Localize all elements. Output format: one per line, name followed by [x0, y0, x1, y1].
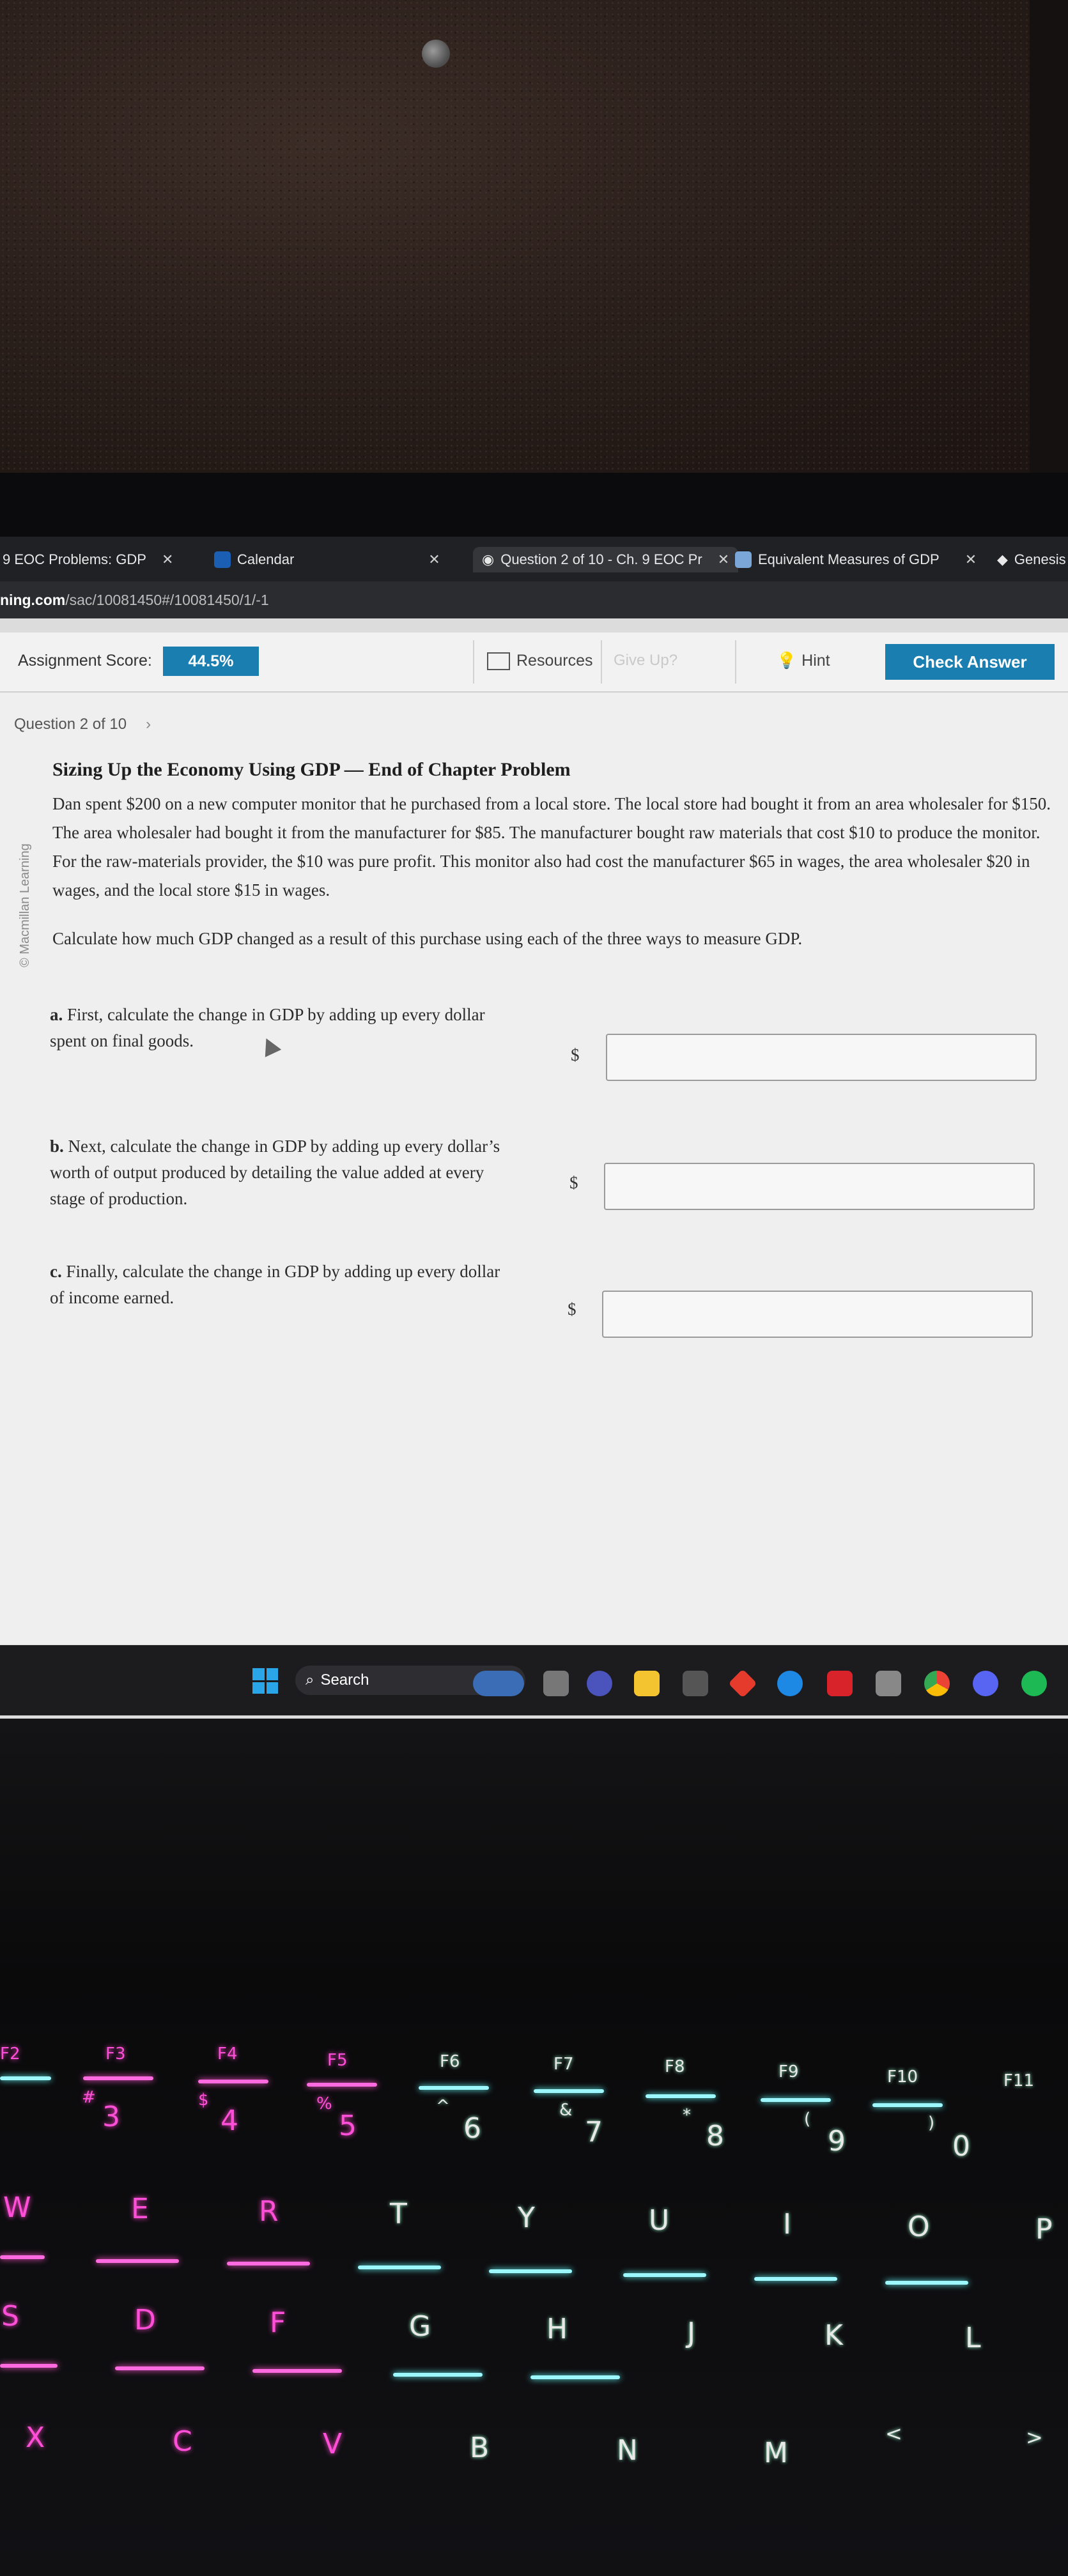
key-j: J: [687, 2317, 695, 2349]
task-view-icon[interactable]: [543, 1671, 569, 1696]
snipping-tool-icon[interactable]: [876, 1671, 901, 1696]
key-m: M: [764, 2437, 788, 2469]
key-u: U: [649, 2204, 670, 2237]
resources-label: Resources: [516, 652, 593, 670]
key-backlight: [252, 2369, 342, 2373]
divider: [473, 640, 474, 684]
key-symbol: $: [198, 2090, 209, 2110]
key-6: 6: [463, 2112, 481, 2145]
key-w: W: [3, 2191, 31, 2224]
key-symbol: ): [928, 2113, 935, 2133]
tab-label: Equivalent Measures of GDP: [758, 551, 940, 567]
chevron-right-icon[interactable]: ›: [146, 716, 151, 733]
key-f4: F4: [217, 2044, 238, 2064]
key-backlight: [0, 2255, 45, 2259]
tab-label: Genesis: [1014, 551, 1066, 567]
key-f: F: [270, 2306, 286, 2339]
thumbtack: [422, 40, 450, 68]
key-8: 8: [706, 2120, 724, 2152]
key-backlight: [83, 2076, 153, 2080]
key-backlight: [115, 2366, 205, 2370]
tab-label: Question 2 of 10 - Ch. 9 EOC Pr: [500, 551, 702, 567]
answer-input-a[interactable]: [606, 1034, 1037, 1081]
key-0: 0: [952, 2130, 970, 2163]
key-g: G: [409, 2310, 431, 2343]
key-y: Y: [518, 2202, 535, 2234]
tab-calendar[interactable]: [214, 547, 440, 572]
lightbulb-icon: 💡: [777, 652, 797, 670]
key-3: 3: [102, 2101, 120, 2133]
spotify-icon[interactable]: [1021, 1671, 1047, 1696]
assignment-score-label: Assignment Score:: [18, 652, 152, 670]
close-tab-icon[interactable]: ✕: [717, 551, 730, 567]
resources-button[interactable]: [487, 652, 593, 670]
key-x: X: [26, 2421, 45, 2454]
key-s: S: [1, 2300, 19, 2333]
key-5: 5: [339, 2110, 357, 2142]
key-symbol: (: [804, 2110, 811, 2129]
key-backlight: [761, 2098, 831, 2102]
part-letter: a.: [50, 1005, 63, 1024]
key-k: K: [824, 2319, 843, 2352]
key-f9: F9: [778, 2062, 799, 2082]
question-nav[interactable]: [14, 716, 151, 733]
chrome-icon[interactable]: [924, 1671, 950, 1696]
key-d: D: [134, 2304, 156, 2336]
key-backlight: [96, 2259, 179, 2263]
key-backlight: [872, 2103, 943, 2107]
app-red-diamond-icon[interactable]: [728, 1669, 757, 1698]
calendar-icon: [214, 551, 231, 568]
key-backlight: [623, 2273, 706, 2277]
key-backlight: [358, 2266, 441, 2269]
globe-icon: ◉: [482, 551, 495, 567]
tab-equivalent-measures[interactable]: [735, 547, 977, 572]
key-greater-than: >: [1026, 2425, 1043, 2450]
file-explorer-icon[interactable]: [634, 1671, 660, 1696]
windows-start-icon[interactable]: [252, 1668, 278, 1694]
give-up-button[interactable]: Give Up?: [614, 652, 678, 669]
part-text: Next, calculate the change in GDP by adding up every dollar’s worth of output produced by detailing the value added at every stage of production.: [50, 1137, 500, 1208]
key-backlight: [0, 2364, 58, 2368]
laptop-screen: [0, 537, 1068, 1719]
key-backlight: [534, 2089, 604, 2093]
divider: [601, 640, 602, 684]
question-number: Question 2 of 10: [14, 716, 127, 733]
key-symbol: &: [559, 2101, 573, 2120]
key-h: H: [546, 2313, 568, 2345]
question-title: Sizing Up the Economy Using GDP — End of Chapter Problem: [52, 759, 571, 780]
key-f8: F8: [665, 2057, 685, 2076]
key-f10: F10: [887, 2067, 918, 2087]
laptop-keyboard: [0, 1719, 1068, 2576]
store-icon[interactable]: [683, 1671, 708, 1696]
key-9: 9: [828, 2125, 846, 2158]
browser-tab-bar: [0, 537, 1068, 581]
watermark-text: © Macmillan Learning: [18, 843, 32, 967]
currency-symbol: $: [568, 1300, 577, 1319]
key-backlight: [885, 2281, 968, 2285]
currency-symbol: $: [569, 1173, 578, 1192]
key-f7: F7: [553, 2055, 574, 2074]
key-backlight: [419, 2086, 489, 2090]
laptop-bezel: [0, 473, 1068, 537]
url-host: ning.com: [0, 591, 66, 608]
divider: [735, 640, 736, 684]
tab-label: 9 EOC Problems: GDP: [3, 551, 146, 567]
search-label: Search: [320, 1671, 369, 1689]
key-t: T: [390, 2198, 407, 2230]
edge-icon[interactable]: [777, 1671, 803, 1696]
genesis-icon: ◆: [997, 551, 1008, 567]
currency-symbol: $: [571, 1045, 580, 1064]
key-p: P: [1035, 2213, 1053, 2246]
teams-icon[interactable]: [587, 1671, 612, 1696]
windows-taskbar: [0, 1645, 1068, 1715]
key-backlight: [754, 2277, 837, 2281]
tab-eoc-problems[interactable]: [3, 547, 173, 572]
key-f6: F6: [440, 2052, 460, 2071]
tab-genesis[interactable]: [997, 547, 1066, 572]
question-body: Dan spent $200 on a new computer monitor that he purchased from a local store. The local store had bought it from an area wholesaler for $150. The area wholesaler had bought it from the manufacturer for $85. The manufacturer bought raw materials that cost $10 to produce the monitor. For the raw-materials provider, the $10 was pure profit. This monitor also had cost the manufacturer $65 in wages, the area wholesaler $20 in wages, and the local store $15 in wages.: [52, 794, 1051, 900]
key-backlight: [227, 2262, 310, 2266]
assignment-header: [0, 632, 1068, 693]
key-backlight: [646, 2094, 716, 2098]
key-f3: F3: [105, 2044, 126, 2064]
part-b: [50, 1133, 510, 1212]
key-backlight: [530, 2375, 620, 2379]
hint-button[interactable]: [777, 652, 830, 670]
wall-edge: [1030, 0, 1068, 473]
key-n: N: [617, 2434, 638, 2467]
tab-label: Calendar: [237, 551, 295, 567]
key-c: C: [173, 2425, 192, 2458]
part-text: Finally, calculate the change in GDP by adding up every dollar of income earned.: [50, 1262, 500, 1307]
question-instruction: Calculate how much GDP changed as a result of this purchase using each of the three ways to measure GDP.: [52, 929, 803, 948]
key-backlight: [489, 2269, 572, 2273]
assignment-score-badge: 44.5%: [163, 647, 259, 676]
widget-icon[interactable]: [473, 1671, 524, 1696]
part-text: First, calculate the change in GDP by adding up every dollar spent on final goods.: [50, 1005, 485, 1050]
search-icon: ⌕: [306, 1671, 314, 1689]
address-bar[interactable]: [0, 581, 1068, 618]
key-f5: F5: [327, 2051, 348, 2070]
hint-label: Hint: [801, 652, 830, 670]
key-o: O: [908, 2211, 930, 2243]
document-icon: [735, 551, 752, 568]
part-letter: b.: [50, 1137, 64, 1156]
corkboard-wall: [0, 0, 1068, 473]
close-tab-icon[interactable]: ✕: [964, 551, 977, 567]
key-backlight: [393, 2373, 483, 2377]
close-tab-icon[interactable]: ✕: [428, 551, 440, 567]
resources-icon: [487, 652, 510, 670]
key-l: L: [965, 2322, 981, 2354]
key-b: B: [470, 2432, 490, 2464]
answer-input-b[interactable]: [604, 1163, 1035, 1210]
key-backlight: [198, 2080, 268, 2083]
key-less-than: <: [885, 2421, 902, 2446]
question-content: [0, 693, 1068, 1644]
key-i: I: [783, 2208, 791, 2241]
key-f11: F11: [1003, 2071, 1035, 2090]
part-c: [50, 1259, 510, 1311]
key-symbol: %: [316, 2094, 332, 2113]
discord-icon[interactable]: [973, 1671, 998, 1696]
key-7: 7: [585, 2116, 603, 2149]
close-tab-icon[interactable]: ✕: [161, 551, 174, 567]
key-symbol: *: [683, 2106, 691, 2125]
check-answer-button[interactable]: Check Answer: [885, 644, 1055, 680]
key-4: 4: [221, 2104, 238, 2137]
key-f2: F2: [0, 2044, 20, 2064]
key-symbol: #: [82, 2088, 96, 2107]
url-path: /sac/10081450#/10081450/1/-1: [65, 591, 269, 608]
mcafee-icon[interactable]: [827, 1671, 853, 1696]
tab-question[interactable]: [473, 547, 738, 572]
key-backlight: [307, 2083, 377, 2087]
key-symbol: ^: [436, 2097, 450, 2116]
part-letter: c.: [50, 1262, 62, 1281]
publisher-watermark: [18, 788, 43, 993]
key-backlight: [0, 2076, 51, 2080]
answer-input-c[interactable]: [602, 1291, 1033, 1338]
key-v: V: [323, 2428, 343, 2460]
key-e: E: [131, 2193, 149, 2225]
key-r: R: [259, 2195, 279, 2228]
